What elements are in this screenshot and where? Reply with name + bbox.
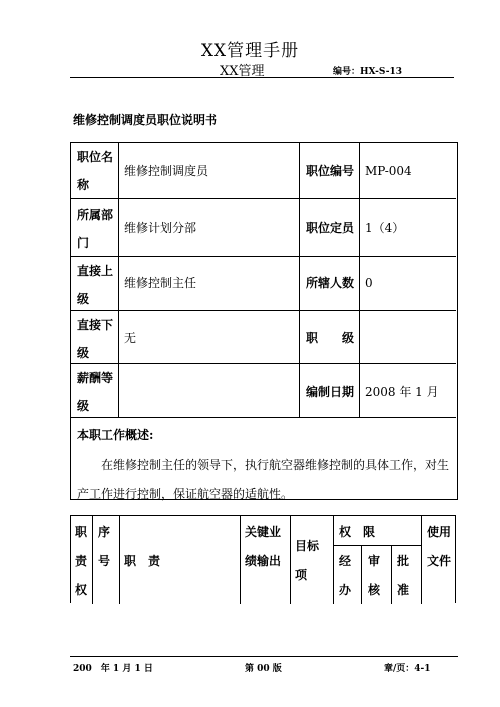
date-label: 编制日期 [306, 385, 355, 399]
col-divider [119, 516, 120, 604]
col-duty-header: 职 责 权 [75, 525, 88, 597]
row-divider [71, 417, 456, 418]
manual-title: XX管理手册 [200, 41, 300, 61]
position-code-label: 职位编号 [306, 164, 355, 178]
col-handle-header: 经 办 [339, 554, 352, 597]
col-divider [92, 516, 93, 604]
col-divider [361, 545, 362, 604]
col-kpi-header: 关键业 绩输出 [245, 525, 282, 568]
col-divider [299, 143, 300, 417]
superior-label: 直接上 级 [77, 264, 114, 306]
duty-table [70, 515, 456, 603]
footer-rule [70, 656, 458, 657]
subordinate-label: 直接下 级 [77, 318, 114, 360]
position-info-table [70, 142, 458, 500]
col-approve-header: 批 准 [397, 554, 410, 597]
position-name-value: 维修控制调度员 [124, 164, 209, 178]
row-divider [71, 198, 456, 199]
col-files-header: 使用 文件 [427, 525, 452, 568]
col-authority-header: 权 限 [339, 525, 376, 539]
manual-subtitle: XX管理 [220, 64, 265, 79]
col-divider [391, 545, 392, 604]
col-divider [421, 516, 422, 604]
superior-value: 维修控制主任 [124, 276, 197, 290]
header-rule [70, 77, 454, 78]
row-divider [71, 256, 456, 257]
subordinates-value: 0 [365, 276, 373, 290]
headcount-label: 职位定员 [306, 221, 355, 235]
department-value: 维修计划分部 [124, 221, 197, 235]
col-divider [118, 143, 119, 417]
footer-version: 第 00 版 [245, 664, 282, 674]
summary-label: 本职工作概述: [77, 428, 154, 442]
salary-label: 薪酬等 级 [77, 371, 114, 413]
col-no-header: 序 号 [98, 525, 111, 568]
subordinates-label: 所辖人数 [306, 276, 355, 290]
subordinate-value: 无 [124, 331, 137, 345]
col-divider [359, 143, 360, 417]
grade-label: 职 级 [306, 331, 355, 345]
col-divider [290, 516, 291, 604]
headcount-value: 1（4） [365, 221, 405, 235]
position-code-value: MP-004 [365, 164, 412, 178]
department-label: 所属部 门 [77, 208, 114, 250]
date-value: 2008 年 1 月 [365, 385, 439, 399]
summary-text: 在维修控制主任的领导下，执行航空器维修控制的具体工作，对生产工作进行控制，保证航空器的适航性。 [77, 458, 450, 501]
col-divider [333, 516, 334, 604]
col-review-header: 审 核 [368, 554, 381, 597]
col-responsibility-header: 职 责 [124, 554, 161, 568]
row-divider [71, 363, 456, 364]
col-divider [240, 516, 241, 604]
footer-date: 200 年 1 月 1 日 [73, 664, 153, 674]
col-target-header: 目标 项 [295, 539, 320, 582]
footer-page: 章/页：4-1 [384, 664, 431, 674]
row-divider [71, 310, 456, 311]
position-name-label: 职位名 称 [77, 150, 114, 192]
document-title: 维修控制调度员职位说明书 [73, 113, 218, 127]
document-code: 编号：HX-S-13 [333, 67, 402, 77]
